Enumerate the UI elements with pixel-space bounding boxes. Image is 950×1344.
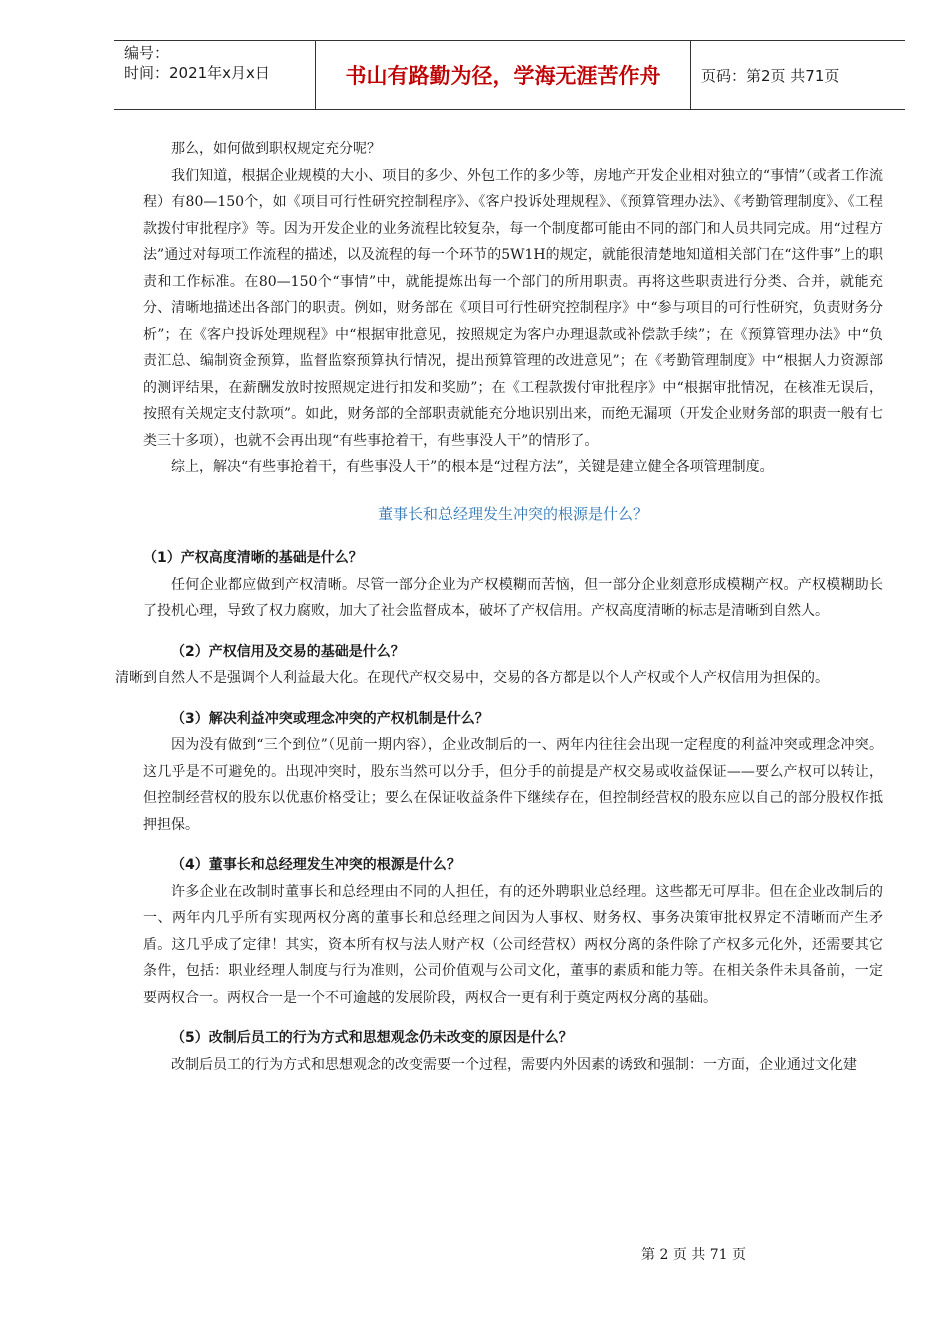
header-table — [114, 40, 905, 110]
paragraph: 许多企业在改制时董事长和总经理由不同的人担任，有的还外聘职业总经理。这些都无可厚非。但在企业改制后的一、两年内几乎所有实现两权分离的董事长和总经理之间因为人事权、财务权、事务决策审批权界定不清晰而产生矛盾。这几乎成了定律！其实，资本所有权与法人财产权（公司经营权）两权分离的条件除了产权多元化外，还需要其它条件，包括：职业经理人制度与行为准则，公司价值观与公司文化，董事的素质和能力等。在相关条件未具备前，一定要两权合一。两权合一是一个不可逾越的发展阶段，两权合一更有利于奠定两权分离的基础。 — [143, 883, 883, 1006]
header-motto: 书山有路勤为径，学海无涯苦作舟 — [316, 41, 691, 109]
paragraph: 因为没有做到“三个到位”（见前一期内容），企业改制后的一、两年内往往会出现一定程度的利益冲突或理念冲突。这几乎是不可避免的。出现冲突时，股东当然可以分手，但分手的前提是产权交易或收益保证——要么产权可以转让，但控制经营权的股东以优惠价格受让；要么在保证收益条件下继续存在，但控制经营权的股东应以自己的部分股权作抵押担保。 — [143, 737, 883, 833]
document-body — [115, 136, 883, 1078]
question-heading: （4）董事长和总经理发生冲突的根源是什么？ — [171, 857, 461, 873]
header-page-label: 页码：第2页 共71页 — [701, 66, 840, 85]
question-heading: （1）产权高度清晰的基础是什么？ — [143, 550, 363, 566]
page-footer: 第 2 页 共 71 页 — [641, 1247, 746, 1263]
paragraph: 任何企业都应做到产权清晰。尽管一部分企业为产权模糊而苦恼，但一部分企业刻意形成模糊产权。产权模糊助长了投机心理，导致了权力腐败，加大了社会监督成本，破坏了产权信用。产权高度清晰的标志是清晰到自然人。 — [143, 576, 883, 619]
paragraph: 我们知道，根据企业规模的大小、项目的多少、外包工作的多少等，房地产开发企业相对独立的“事情”（或者工作流程）有80—150个，如《项目可行性研究控制程序》、《客户投诉处理规程》、《预算管理办法》、《考勤管理制度》、《工程款拨付审批程序》等。因为开发企业的业务流程比较复杂，每一个制度都可能由不同的部门和人员共同完成。用“过程方法”通过对每项工作流程的描述，以及流程的每一个环节的5W1H的规定，就能很清楚地知道相关部门在“这件事”上的职责和工作标准。在80—150个“事情”中，就能提炼出每一个部门的所用职责。再将这些职责进行分类、合并，就能充分、清晰地描述出各部门的职责。例如，财务部在《项目可行性研究控制程序》中“参与项目的可行性研究，负责财务分析”；在《客户投诉处理规程》中“根据审批意见，按照规定为客户办理退款或补偿款手续”；在《预算管理办法》中“负责汇总、编制资金预算，监督监察预算执行情况，提出预算管理的改进意见”；在《考勤管理制度》中“根据人力资源部的测评结果，在薪酬发放时按照规定进行扣发和奖励”；在《工程款拨付审批程序》中“根据审批情况，在核准无误后，按照有关规定支付款项”。如此，财务部的全部职责就能充分地识别出来，而绝无漏项（开发企业财务部的职责一般有七类三十多项），也就不会再出现“有些事抢着干，有些事没人干”的情形了。 — [143, 167, 883, 449]
time-label: 时间：2021年x月x日 — [124, 64, 270, 82]
paragraph: 改制后员工的行为方式和思想观念的改变需要一个过程，需要内外因素的诱致和强制：一方面，企业通过文化建 — [171, 1056, 857, 1073]
paragraph: 清晰到自然人不是强调个人利益最大化。在现代产权交易中，交易的各方都是以个人产权或个人产权信用为担保的。 — [115, 670, 829, 686]
question-heading: （3）解决利益冲突或理念冲突的产权机制是什么？ — [171, 710, 489, 727]
paragraph: 那么，如何做到职权规定充分呢？ — [171, 141, 381, 157]
paragraph: 综上，解决“有些事抢着干，有些事没人干”的根本是“过程方法”，关键是建立健全各项管理制度。 — [171, 459, 774, 475]
section-title: 董事长和总经理发生冲突的根源是什么？ — [377, 504, 648, 523]
question-heading: （5）改制后员工的行为方式和思想观念仍未改变的原因是什么？ — [171, 1030, 573, 1046]
header-meta — [114, 41, 316, 109]
number-label: 编号： — [124, 44, 170, 62]
question-heading: （2）产权信用及交易的基础是什么？ — [171, 643, 405, 660]
